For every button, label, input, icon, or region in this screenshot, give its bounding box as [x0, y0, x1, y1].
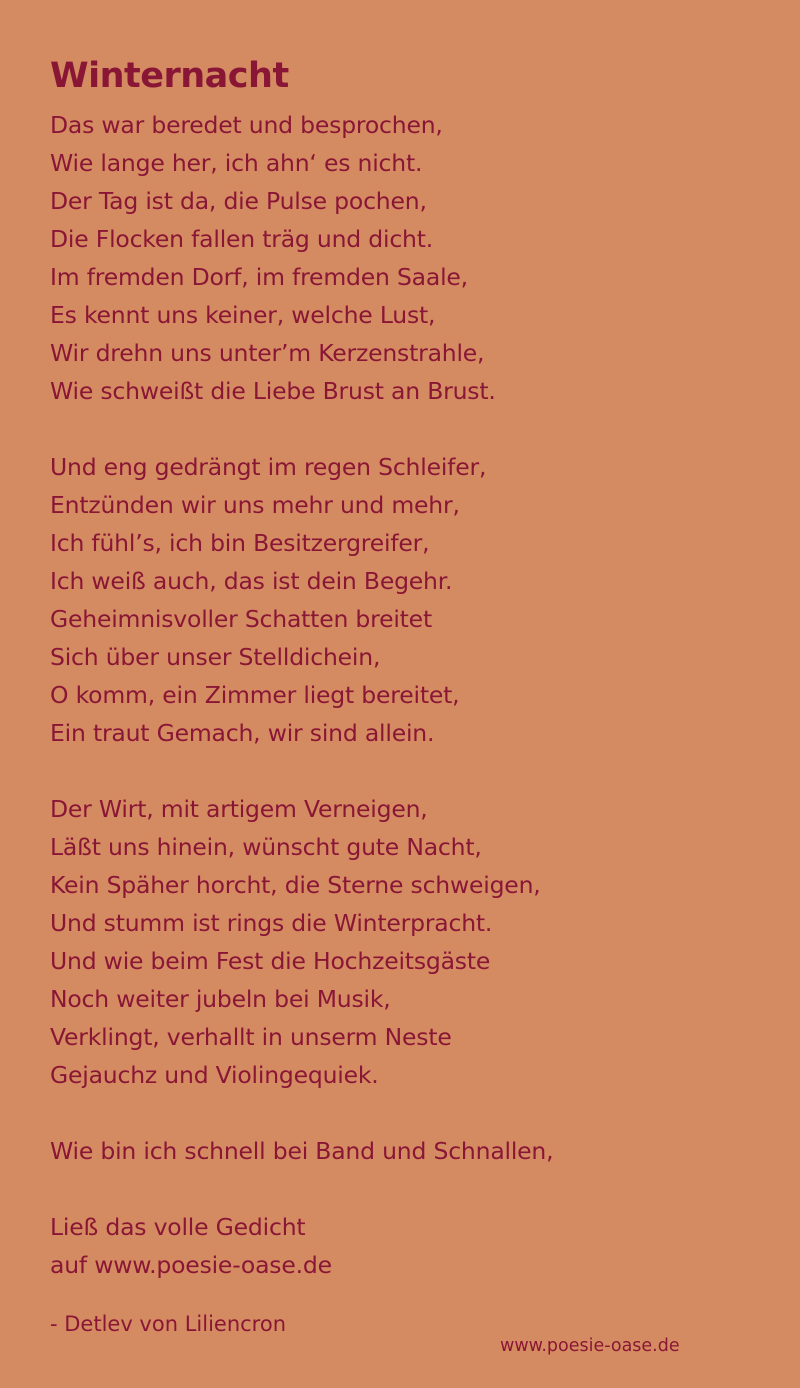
stanza-2	[50, 448, 770, 752]
poem-line: Und eng gedrängt im regen Schleifer,	[50, 453, 487, 481]
poem-line: Und stumm ist rings die Winterpracht.	[50, 909, 493, 937]
poem-container	[50, 54, 770, 1284]
poem-line: Im fremden Dorf, im fremden Saale,	[50, 263, 468, 291]
poem-line: Sich über unser Stelldichein,	[50, 643, 381, 671]
poem-line: O komm, ein Zimmer liegt bereitet,	[50, 681, 460, 709]
stanza-gap	[50, 410, 770, 448]
poem-line: Verklingt, verhallt in unserm Neste	[50, 1023, 452, 1051]
site-watermark: www.poesie-oase.de	[500, 1336, 680, 1356]
poem-line: Ich fühl’s, ich bin Besitzergreifer,	[50, 529, 430, 557]
poem-line: Es kennt uns keiner, welche Lust,	[50, 301, 436, 329]
poem-line: Ich weiß auch, das ist dein Begehr.	[50, 567, 453, 595]
poem-line: Der Tag ist da, die Pulse pochen,	[50, 187, 427, 215]
stanza-gap	[50, 752, 770, 790]
stanza-gap	[50, 1170, 770, 1208]
poem-line: Und wie beim Fest die Hochzeitsgäste	[50, 947, 491, 975]
poem-line: Entzünden wir uns mehr und mehr,	[50, 491, 460, 519]
stanza-1	[50, 106, 770, 410]
poem-line: Noch weiter jubeln bei Musik,	[50, 985, 391, 1013]
poem-title: Winternacht	[50, 56, 289, 96]
stanza-3	[50, 790, 770, 1094]
read-more-link[interactable]: auf www.poesie-oase.de	[50, 1251, 332, 1279]
poem-line: Läßt uns hinein, wünscht gute Nacht,	[50, 833, 482, 861]
poem-line: Wie lange her, ich ahn‘ es nicht.	[50, 149, 423, 177]
poem-line: Wie schweißt die Liebe Brust an Brust.	[50, 377, 496, 405]
poem-author: - Detlev von Liliencron	[50, 1312, 287, 1336]
poem-line: Ein traut Gemach, wir sind allein.	[50, 719, 435, 747]
poem-line: Der Wirt, mit artigem Verneigen,	[50, 795, 428, 823]
poem-line: Die Flocken fallen träg und dicht.	[50, 225, 434, 253]
stanza-4	[50, 1132, 770, 1170]
stanza-gap	[50, 1094, 770, 1132]
read-more-line: Ließ das volle Gedicht	[50, 1213, 306, 1241]
poem-line: Das war beredet und besprochen,	[50, 111, 443, 139]
poem-line: Kein Späher horcht, die Sterne schweigen,	[50, 871, 541, 899]
poem-line: Gejauchz und Violingequiek.	[50, 1061, 379, 1089]
poem-line: Wir drehn uns unter’m Kerzenstrahle,	[50, 339, 485, 367]
poem-line: Wie bin ich schnell bei Band und Schnallen,	[50, 1137, 554, 1165]
poem-line: Geheimnisvoller Schatten breitet	[50, 605, 432, 633]
read-more-note	[50, 1208, 770, 1284]
